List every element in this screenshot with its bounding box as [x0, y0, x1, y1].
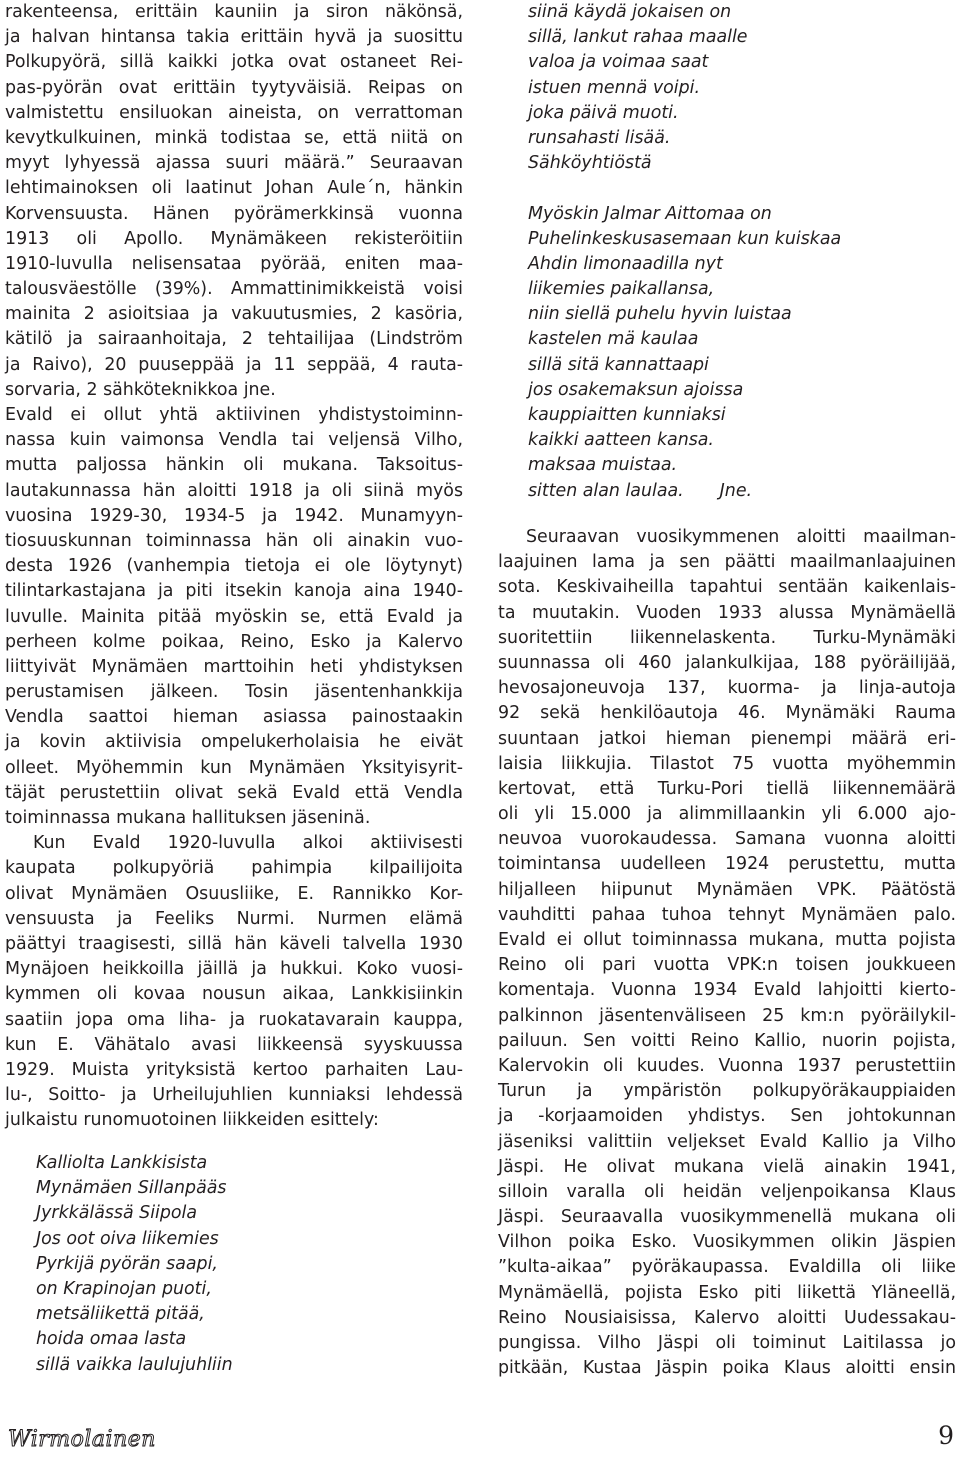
body-text-line: Turun ja ympäristön polkupyöräkauppiaiden [498, 1081, 956, 1102]
body-text-line: talousväestölle (39%). Ammattinimikkeistä voisi [5, 279, 463, 300]
body-text-line: Evald ei ollut toiminnassa mukana, mutta pojista [498, 930, 956, 950]
body-text-line: Evald ei ollut yhtä aktiivinen yhdistystoiminn- [5, 405, 463, 425]
wirmolainen-logo [6, 1418, 156, 1458]
body-text-line: laisia liikkujia. Tilastot 75 vuotta myöhemmin [498, 753, 956, 774]
poem-line [528, 176, 828, 201]
body-text-line: tilintarkastajana ja piti itsekin kanoja aina 1940- [5, 581, 463, 602]
body-text-line: ja halvan hintansa takia erittäin hyvä ja suosittu [5, 27, 463, 48]
poem-line: Jyrkkälässä Siipola [36, 1203, 198, 1224]
poem-line: jos osakemaksun ajoissa [528, 379, 744, 400]
poem-line: niin siellä puhelu hyvin luistaa [528, 304, 792, 325]
body-text-line: 1929. Muista yrityksistä kertoo parhaiten Lau- [5, 1059, 463, 1080]
poem-line: joka päivä muoti. [528, 102, 679, 123]
body-text-line: suoritettiin liikennelaskenta. Turku-Mynämäki [498, 627, 956, 648]
poem-line: runsahasti lisää. [528, 127, 671, 148]
left-column-text [5, 0, 463, 1133]
body-text-line: sorvaria, 2 sähköteknikkoa jne. [5, 379, 276, 400]
body-text-line: perheen kolme poikaa, Reino, Esko ja Kalervo [5, 631, 463, 652]
body-text-line: perustamisen jälkeen. Tosin jäsentenhankkija [5, 682, 463, 703]
body-text-line: mutta paljossa hänkin oli mukana. Taksoitus- [5, 455, 463, 476]
body-text-line: Mynämäellä, pojista Esko piti liikettä Yläneellä, [498, 1282, 956, 1303]
body-text-line: 1913 oli Apollo. Mynämäkeen rekisteröitiin [5, 228, 463, 249]
body-text-line: pungissa. Vilho Jäspi oli toiminut Laitilassa jo [498, 1333, 956, 1353]
right-poem [528, 0, 842, 504]
body-text-line: ja kovin aktiivisia ompelukerholaisia he eivät [5, 732, 463, 753]
body-text-line: Seuraavan vuosikymmenen aloitti maailman- [526, 527, 956, 547]
body-text-line: rakenteensa, erittäin kauniin ja siron näkönsä, [5, 2, 463, 22]
body-text-line: luvulle. Mainita pitää myöskin se, että Evald ja [5, 606, 463, 627]
body-text-line: komentaja. Vuonna 1934 Evald lahjoitti kierto- [498, 980, 956, 1001]
body-text-line: kymmen oli kovaa nousun aikaa, Lankkisiinkin [5, 984, 463, 1005]
body-text-line: päättyi traagisesti, sillä hän käveli talvella 1930 [5, 933, 463, 954]
body-text-line: vensuusta ja Feeliks Nurmi. Nurmen elämä [5, 908, 463, 929]
body-text-line: Mynäjoen heikkoilla jäillä ja hukkui. Koko vuosi- [5, 959, 463, 980]
right-column-text [498, 525, 956, 1381]
body-text-line: suunnassa oli 460 jalankulkijaa, 188 pyöräilijää, [498, 652, 956, 673]
body-text-line: neuvoa vuorokaudessa. Samana vuonna aloitti [498, 829, 956, 850]
body-text-line: Kalervokin oli kuudes. Vuonna 1937 perustettiin [498, 1055, 956, 1076]
body-text-line: suuntaan jatkoi hieman pienempi määrä eri- [498, 728, 956, 749]
body-text-line: lu-, Soitto- ja Urheilujuhlien kunniaksi lehdessä [5, 1085, 463, 1106]
body-text-line: oli yli 15.000 ja alimmillaankin yli 6.000 ajo- [498, 804, 956, 825]
body-text-line: myyt lyhyessä ajassa suuri määrä.” Seuraavan [5, 153, 463, 174]
body-text-line: saatiin jopa oma liha- ja ruokatavarain kauppa, [5, 1009, 463, 1030]
poem-line: Jos oot oiva liikemies [36, 1228, 219, 1249]
body-text-line: täjät perustettiin olivat sekä Evald että Vendla [5, 782, 463, 803]
body-text-line: Jäspi. Seuraavalla vuosikymmenellä mukana oli [498, 1207, 956, 1228]
body-text-line: kaupata polkupyöriä pahimpia kilpailijoita [5, 858, 463, 879]
body-text-line: sota. Keskivaiheilla tapahtui sentään kaikenlais- [498, 577, 956, 598]
poem-line: Puhelinkeskusasemaan kun kuiskaa [528, 228, 842, 249]
body-text-line: olivat Mynämäen Osuusliike, E. Rannikko Kor- [5, 883, 463, 904]
poem-line: valoa ja voimaa saat [528, 52, 709, 73]
body-text-line: kertovat, että Turku-Pori tiellä liikennemäärä [498, 778, 956, 799]
body-text-line: ja Raivo), 20 puuseppää ja 11 seppää, 4 rauta- [5, 354, 463, 375]
body-text-line: Korvensuusta. Hänen pyörämerkkinsä vuonna [5, 203, 463, 224]
poem-line: istuen mennä voipi. [528, 77, 701, 98]
poem-signoff: Jne. [719, 480, 753, 501]
body-text-line: toiminnassa mukana hallituksen jäseninä. [5, 808, 371, 828]
wirmolainen-logo-graphic [6, 1418, 156, 1458]
body-text-line: liittyivät Mynämäen marttoihin heti yhdistyksen [5, 656, 463, 677]
wirmolainen-logo-text: Wirmolainen [8, 1427, 156, 1452]
body-text-line: hevosajoneuvoja 137, kuorma- ja linja-autoja [498, 678, 956, 699]
body-text-line: vauhditti pahaa tuhoa tehnyt Mynämäen palo. [498, 904, 956, 925]
body-text-line: pas-pyörän ovat erittäin tyytyväisiä. Reipas on [5, 77, 463, 98]
poem-line: Myöskin Jalmar Aittomaa on [528, 203, 772, 224]
body-text-line: Polkupyörä, sillä kaikki jotka ovat ostaneet Rei- [5, 52, 463, 73]
body-text-line: pitkään, Kustaa Jäspin poika Klaus aloitti ensin [498, 1358, 956, 1379]
body-text-line: mainita 2 asioitsiaa ja vakuutusmies, 2 kasöria, [5, 304, 463, 325]
poem-line: siinä käydä jokaisen on [528, 2, 732, 22]
poem-line-text: sitten alan laulaa. [528, 480, 684, 501]
body-text-line: tiosuuskunnan toiminnassa hän oli ainakin vuo- [5, 530, 463, 551]
body-text-line: toimintansa uudelleen 1924 perustettu, mutta [498, 854, 956, 875]
body-text-line: kun E. Vähätalo avasi liikkeensä syyskuussa [5, 1034, 463, 1055]
body-text-line: laajuinen lama ja sen päätti maailmanlaajuinen [498, 552, 956, 573]
poem-line [528, 479, 828, 504]
body-text-line: Reino oli pari vuotta VPK:n toisen joukkueen [498, 955, 956, 976]
body-text-line: Reino Nousiaisissa, Kalervo aloitti Uudessakau- [498, 1307, 956, 1328]
poem-line: on Krapinojan puoti, [36, 1278, 212, 1299]
body-text-line: lehtimainoksen oli laatinut Johan Aule´n, hänkin [5, 178, 463, 199]
body-text-line: nassa kuin vaimonsa Vendla tai veljensä Vilho, [5, 430, 463, 451]
poem-line: kauppiaitten kunniaksi [528, 405, 726, 425]
body-text-line: jäseniksi valittiin veljekset Evald Kallio ja Vilho [498, 1131, 956, 1152]
body-text-line: pailuun. Sen voitti Reino Kallio, nuorin pojista, [498, 1030, 956, 1051]
body-text-line: 1910-luvulla nelisensataa pyörää, eniten maa- [5, 253, 463, 274]
page-number: 9 [938, 1421, 954, 1450]
body-text-line: desta 1926 (vanhempia tietoja ei ole löytynyt) [5, 556, 463, 577]
body-text-line: lautakunnassa hän aloitti 1918 ja oli siinä myös [5, 480, 463, 501]
poem-line: kastelen mä kaulaa [528, 329, 699, 350]
poem-line: sillä, lankut rahaa maalle [528, 27, 748, 48]
body-text-line: hiljalleen hiipunut Mynämäen VPK. Päätöstä [498, 879, 956, 900]
poem-line: hoida omaa lasta [36, 1329, 187, 1350]
poem-line: sillä vaikka laulujuhliin [36, 1354, 233, 1375]
poem-line: sillä sitä kannattaapi [528, 354, 709, 375]
body-text-line: Jäspi. He olivat mukana vielä ainakin 1941, [498, 1156, 956, 1177]
poem-line: Mynämäen Sillanpääs [36, 1178, 227, 1199]
body-text-line: olleet. Myöhemmin kun Mynämäen Yksityisyrit- [5, 757, 463, 778]
poem-line: metsäliikettä pitää, [36, 1304, 205, 1325]
poem-line: kaikki aatteen kansa. [528, 430, 714, 451]
poem-line: Pyrkijä pyörän saapi, [36, 1253, 218, 1274]
body-text-line: ”kulta-aikaa” pyöräkaupassa. Evaldilla oli liike [498, 1257, 956, 1278]
body-text-line: kätilö ja sairaanhoitaja, 2 tehtailijaa (Lindström [5, 329, 463, 350]
body-text-line: Kun Evald 1920-luvulla alkoi aktiivisesti [33, 833, 463, 854]
poem-line: Sähköyhtiöstä [528, 153, 652, 174]
poem-line: Ahdin limonaadilla nyt [528, 253, 723, 274]
body-text-line: julkaistu runomuotoinen liikkeiden esittely: [5, 1110, 379, 1131]
body-text-line: Vendla saattoi hieman asiassa painostaakin [5, 707, 463, 728]
body-text-line: valmistettu ensiluokan aineista, on verrattoman [5, 102, 463, 123]
body-text-line: kevytkulkuinen, minkä todistaa se, että niitä on [5, 127, 463, 148]
body-text-line: vuosina 1929-30, 1934-5 ja 1942. Munamyyn- [5, 505, 463, 526]
poem-line: liikemies paikallansa, [528, 279, 715, 300]
left-poem [36, 1151, 336, 1378]
poem-line: Kalliolta Lankkisista [36, 1153, 208, 1173]
body-text-line: palkinnon jäsentenväliseen 25 km:n pyöräilykil- [498, 1005, 956, 1026]
body-text-line: silloin varalla oli heidän veljenpoikansa Klaus [498, 1181, 956, 1202]
body-text-line: ta muutakin. Vuoden 1933 alussa Mynämäellä [498, 602, 956, 623]
body-text-line: ja -korjaamoiden yhdistys. Sen johtokunnan [498, 1106, 956, 1127]
body-text-line: Vilhon poika Esko. Vuosikymmen olikin Jäspien [498, 1232, 956, 1253]
poem-line: maksaa muistaa. [528, 455, 678, 476]
body-text-line: 92 sekä henkilöautoja 46. Mynämäki Rauma [498, 703, 956, 724]
